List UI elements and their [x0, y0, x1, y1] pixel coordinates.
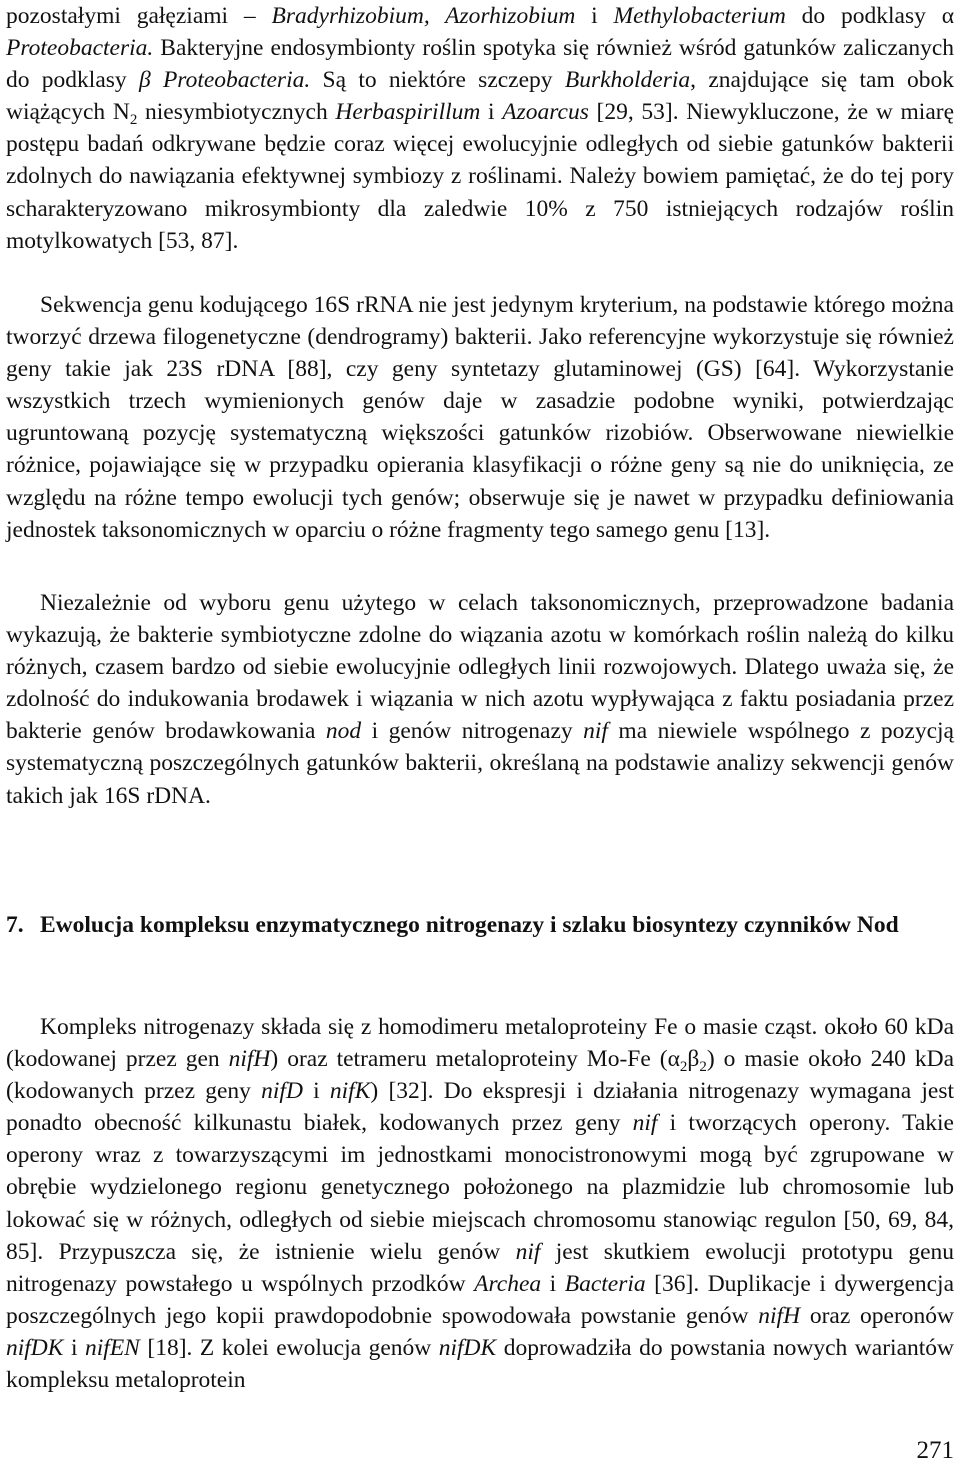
subscript: 2 — [129, 112, 138, 129]
section-number: 7. — [6, 912, 24, 938]
italic-term: Burkholderia — [564, 67, 691, 94]
text-run: oraz operonów — [800, 1302, 954, 1329]
italic-term: Bacteria — [564, 1270, 646, 1297]
italic-term: Proteobacteria. — [6, 35, 154, 62]
text-run: β — [687, 1046, 700, 1073]
text-run: [29, 53]. Niewykluczone, że w miarę postępu badań odkrywane będzie coraz więcej ewolucyjnie odległych od siebie gatunków bakterii zdolnych do nawiązania efektywnej symbiozy z roślinami. Należy bowiem pamiętać, że do tej pory scharakteryzowano mikrosymbionty dla zaledwie 10% z 750 istniejących rodzajów roślin motylkowatych [53, 87]. — [6, 99, 955, 254]
italic-term: Herbaspirillum — [335, 99, 481, 126]
text-run: jest skutkiem ewolucji prototypu genu nitrogenazy powstałego u wspólnych przodków — [6, 1238, 955, 1297]
italic-term: nod — [325, 718, 362, 745]
text-run: ) [32]. Do ekspresji i działania nitrogenazy wymagana jest ponadto obecność kilkunastu białek, kodowanych przez geny — [6, 1078, 954, 1137]
italic-term: nifEN — [85, 1334, 140, 1361]
text-run: i — [541, 1270, 565, 1297]
paragraph-2 — [6, 289, 954, 546]
text-run: i — [63, 1334, 86, 1361]
paragraph-4 — [6, 1011, 954, 1396]
text-run: niesymbiotycznych — [137, 99, 336, 126]
italic-term: nif — [583, 718, 608, 745]
section-heading — [6, 907, 946, 943]
text-run: Sekwencja genu kodującego 16S rRNA nie jest jedynym kryterium, na podstawie którego można tworzyć drzewa filogenetyczne (dendrogramy) bakterii. Jako referencyjne wykorzystuje się również geny takie jak 23S rDNA [88], czy geny syntetazy glutaminowej (GS) [64]. Wykorzystanie wszystkich trzech wymienionych genów daje w zasadzie podobne wyniki, potwierdzając ugruntowaną pozycję systematyczną większości gatunków rizobiów. Obserwowane niewielkie różnice, pojawiające się w przypadku opierania klasyfikacji o różne geny są nie do uniknięcia, ze względu na różne tempo ewolucji tych genów; obserwuje się je nawet w przypadku definiowania jednostek taksonomicznych w oparciu o różne fragmenty tego samego genu [13]. — [6, 292, 954, 543]
italic-term: Azoarcus — [502, 99, 589, 126]
italic-term: Methylobacterium — [613, 3, 786, 29]
text-run: ma niewiele wspólnego z pozycją systematyczną poszczególnych gatunków bakterii, określaną na podstawie analizy sekwencji genów takich jak 16S rDNA. — [6, 718, 954, 809]
text-run: do podklasy α — [785, 3, 955, 29]
text-run: i — [575, 3, 614, 29]
text-run: Kompleks nitrogenazy składa się z homodimeru metaloproteiny Fe o masie cząst. około 60 kDa (kodowanej przez gen — [6, 1014, 954, 1073]
text-run: ) oraz tetrameru metaloproteiny Mo-Fe (α — [270, 1046, 680, 1073]
text-run: ) o masie około 240 kDa (kodowanych przez geny — [6, 1046, 954, 1105]
text-run: , znajdujące się tam obok wiążących N — [6, 67, 955, 126]
italic-term: nifD — [261, 1078, 303, 1105]
subscript: 2 — [679, 1059, 688, 1076]
text-run: Niezależnie od wyboru genu użytego w celach taksonomicznych, przeprowadzone badania wykazują, że bakterie symbiotyczne zdolne do wiązania azotu w komórkach roślin należą do kilku różnych, czasem bardzo od siebie ewolucyjnie odległych linii rozwojowych. Dlatego uważa się, że zdolność do indukowania brodawek i wiązania w nich azotu wypływająca z faktu posiadania przez bakterie genów brodawkowania — [6, 590, 954, 745]
paragraph-3 — [6, 587, 954, 812]
text-run: i tworzących operony. Takie operony wraz z towarzyszącymi im jednostkami monocistronowymi mogą być zgrupowane w obrębie wydzielonego regionu genetycznego położonego na plazmidzie lub chromosomie lub lokować się w różnych, odległych od siebie miejscach chromosomu stanowiąc regulon [50, 69, 84, 85]. Przypuszcza się, że istnienie wielu genów — [6, 1110, 954, 1265]
italic-term: nifH — [758, 1302, 801, 1329]
text-run: pozostałymi gałęziami – — [6, 3, 272, 29]
italic-term: nifH — [228, 1046, 271, 1073]
text-run: i genów nitrogenazy — [361, 718, 584, 745]
italic-term: Archea — [474, 1270, 542, 1297]
italic-term: nifDK — [6, 1334, 64, 1361]
italic-term: nifDK — [438, 1334, 497, 1361]
page-number: 271 — [916, 1437, 954, 1464]
italic-term: nif — [632, 1110, 658, 1137]
text-run: Bakteryjne endosymbionty roślin spotyka się również wśród gatunków zaliczanych do podklasy — [6, 35, 954, 94]
text-run: i — [480, 99, 503, 126]
text-run: [18]. Z kolei ewolucja genów — [139, 1334, 439, 1361]
section-title: Ewolucja kompleksu enzymatycznego nitrogenazy i szlaku biosyntezy czynników Nod — [40, 912, 899, 938]
text-run: [36]. Duplikacje i dywergencja poszczególnych jego kopii prawdopodobnie spowodowała powstanie genów — [6, 1270, 955, 1329]
italic-term: nifK — [329, 1078, 371, 1105]
paragraph-1 — [6, 0, 954, 257]
text-run: doprowadziła do powstania nowych wariantów kompleksu metaloprotein — [6, 1334, 954, 1394]
text-run: Są to niektóre szczepy — [310, 67, 565, 94]
italic-term: Bradyrhizobium, Azorhizobium — [271, 3, 576, 29]
italic-term: nif — [515, 1238, 541, 1265]
italic-term: β Proteobacteria. — [138, 67, 311, 94]
subscript: 2 — [699, 1059, 707, 1076]
text-run: i — [302, 1078, 330, 1105]
